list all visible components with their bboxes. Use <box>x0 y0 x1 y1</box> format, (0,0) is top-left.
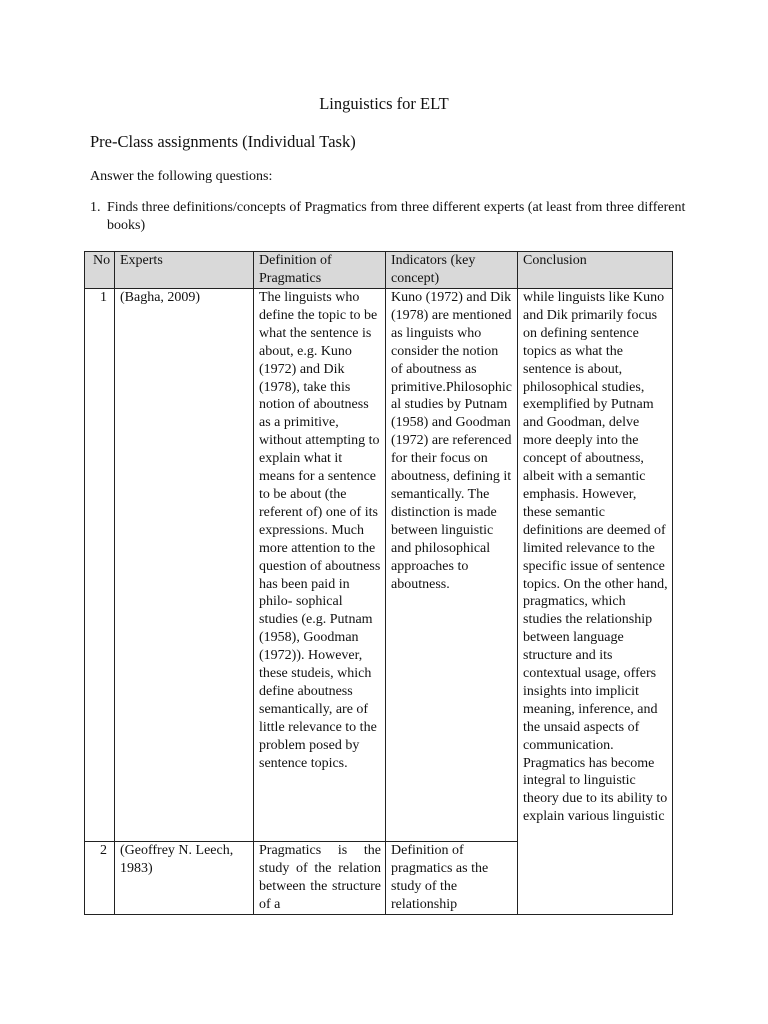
row-number-cell: 1 <box>85 289 115 842</box>
pragmatics-definitions-table <box>84 251 673 915</box>
indicators-cell: Definition of pragmatics as the study of the relationship <box>386 842 518 915</box>
section-title: Pre-Class assignments (Individual Task) <box>90 132 356 151</box>
conclusion-cell: while linguists like Kuno and Dik primarily focus on defining sentence topics as what the sentence is about, philosophical studies, exemplified by Putnam and Goodman, delve more deeply into the concept of aboutness, albeit with a semantic emphasis. However, these semantic definitions are deemed of limited relevance to the specific issue of sentence topics. On the other hand, pragmatics, which studies the relationship between language structure and its contextual usage, offers insights into implicit meaning, inference, and the unsaid aspects of communication. Pragmatics has become integral to linguistic theory due to its ability to explain various linguistic <box>518 289 673 915</box>
document-title: Linguistics for ELT <box>319 94 449 113</box>
row-number-cell: 2 <box>85 842 115 915</box>
header-definition: Definition of Pragmatics <box>254 252 386 289</box>
question-item <box>90 199 690 235</box>
header-no: No <box>85 252 115 289</box>
expert-cell: (Bagha, 2009) <box>115 289 254 842</box>
definition-cell: Pragmatics is the study of the relation between the structure of a <box>254 842 386 915</box>
instructions-text: Answer the following questions: <box>90 169 273 184</box>
table-row <box>85 289 673 842</box>
header-conclusion: Conclusion <box>518 252 673 289</box>
question-number: 1. <box>90 200 101 215</box>
question-text: Finds three definitions/concepts of Pragmatics from three different experts (at least from three different books) <box>107 200 686 233</box>
indicators-cell: Kuno (1972) and Dik (1978) are mentioned as linguists who consider the notion of aboutness as primitive.Philosophical studies by Putnam (1958) and Goodman (1972) are referenced for their focus on aboutness, defining it semantically. The distinction is made between linguistic and philosophical approaches to aboutness. <box>386 289 518 842</box>
expert-cell: (Geoffrey N. Leech, 1983) <box>115 842 254 915</box>
definition-cell: The linguists who define the topic to be what the sentence is about, e.g. Kuno (1972) and Dik (1978), take this notion of aboutness as a primitive, without attempting to explain what it means for a sentence to be about (the referent of) one of its expressions. Much more attention to the question of aboutness has been paid in philo- sophical studies (e.g. Putnam (1958), Goodman (1972)). However, these studeis, which define aboutness semantically, are of little relevance to the problem posed by sentence topics. <box>254 289 386 842</box>
header-experts: Experts <box>115 252 254 289</box>
header-indicators: Indicators (key concept) <box>386 252 518 289</box>
table-header-row <box>85 252 673 289</box>
